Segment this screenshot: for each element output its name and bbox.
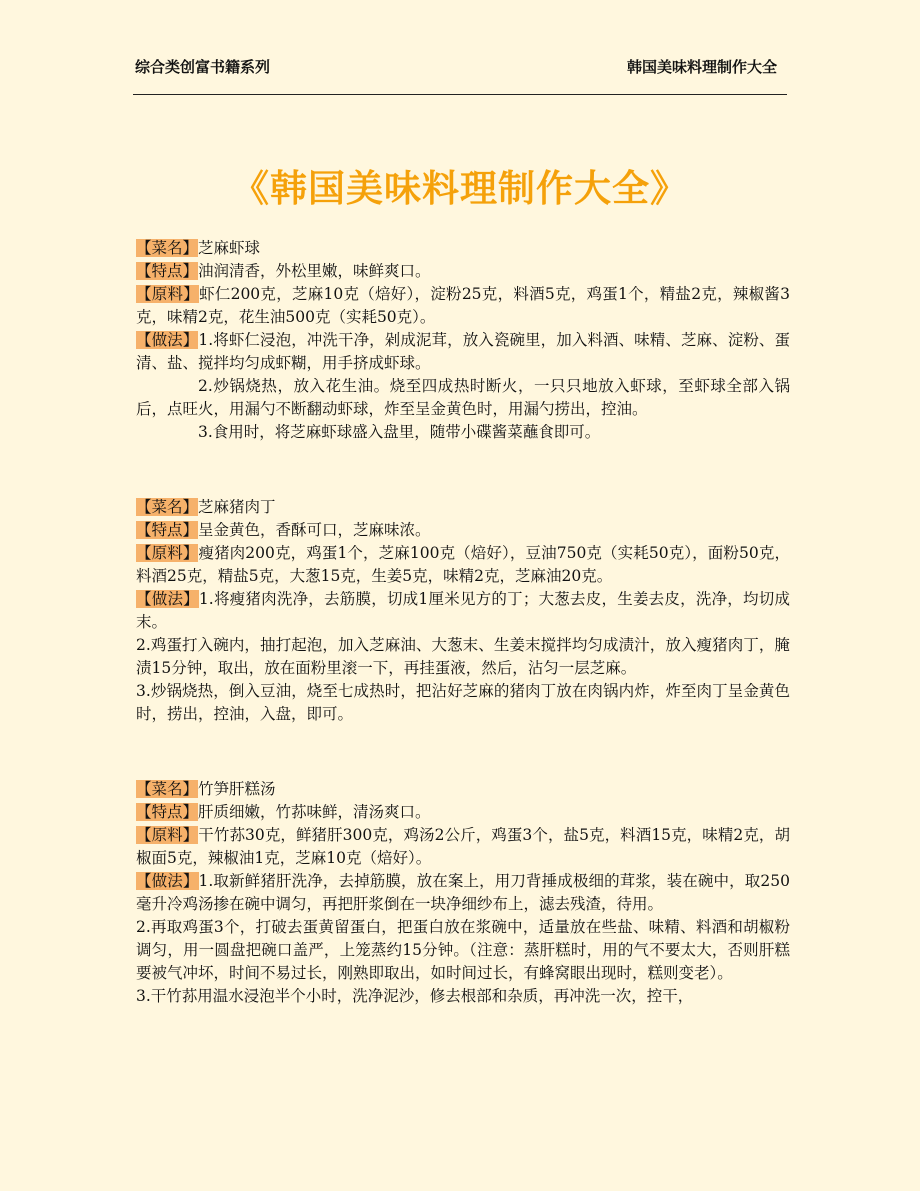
running-header [135,56,785,78]
recipe-step: 3.食用时，将芝麻虾球盛入盘里，随带小碟酱菜蘸食即可。 [198,423,601,441]
method-label: 【做法】 [136,331,199,349]
feature-label: 【特点】 [136,803,199,821]
recipe-section [136,237,790,444]
book-name: 韩国美味料理制作大全 [626,58,777,76]
page-title: 《韩国美味料理制作大全》 [232,167,688,210]
name-label: 【菜名】 [136,780,199,798]
recipe-feature-line [136,519,790,542]
recipe-ingredients-line [136,542,790,588]
recipe-step [136,588,790,634]
step-text: 1.将瘦猪肉洗净，去筋膜，切成1厘米见方的丁；大葱去皮，生姜去皮，洗净，均切成末。 [136,590,790,631]
method-label: 【做法】 [136,590,199,608]
recipe-feature: 肝质细嫩，竹荪味鲜，清汤爽口。 [198,803,431,821]
recipe-step: 3.炒锅烧热，倒入豆油，烧至七成热时，把沾好芝麻的猪肉丁放在肉锅内炸，炸至肉丁呈金黄色时，捞出，控油，入盘，即可。 [136,682,790,723]
feature-label: 【特点】 [136,262,199,280]
recipe-step: 2.鸡蛋打入碗内，抽打起泡，加入芝麻油、大葱末、生姜末搅拌均匀成渍汁，放入瘦猪肉丁，腌渍15分钟，取出，放在面粉里滚一下，再挂蛋液，然后，沾匀一层芝麻。 [136,636,790,677]
ingredients-label: 【原料】 [136,544,199,562]
header-divider [133,94,787,95]
recipe-ingredients: 瘦猪肉200克，鸡蛋1个，芝麻100克（焙好），豆油750克（实耗50克），面粉50克，料酒25克，精盐5克，大葱15克，生姜5克，味精2克，芝麻油20克。 [136,544,790,585]
recipe-feature-line [136,801,790,824]
name-label: 【菜名】 [136,498,199,516]
feature-label: 【特点】 [136,521,199,539]
step-text: 1.将虾仁浸泡，冲洗干净，剁成泥茸，放入瓷碗里，加入料酒、味精、芝麻、淀粉、蛋清、盐、搅拌均匀成虾糊，用手挤成虾球。 [136,331,790,372]
ingredients-label: 【原料】 [136,285,200,303]
recipe-ingredients-line [136,283,790,329]
recipe-name-line [136,496,790,519]
recipe-name-line [136,778,790,801]
recipe-name-line [136,237,790,260]
recipe-ingredients: 虾仁200克，芝麻10克（焙好），淀粉25克，料酒5克，鸡蛋1个，精盐2克，辣椒酱3克，味精2克，花生油500克（实耗50克）。 [136,285,790,326]
ingredients-label: 【原料】 [136,826,199,844]
recipe-feature-line [136,260,790,283]
series-name: 综合类创富书籍系列 [135,58,271,76]
recipe-name: 芝麻猪肉丁 [198,498,276,516]
recipe-step: 2.炒锅烧热，放入花生油。烧至四成热时断火，一只只地放入虾球，至虾球全部入锅后，点旺火，用漏勺不断翻动虾球，炸至呈金黄色时，用漏勺捞出，控油。 [136,377,790,418]
recipe-name: 芝麻虾球 [198,239,261,257]
method-label: 【做法】 [136,872,199,890]
recipe-ingredients: 干竹荪30克，鲜猪肝300克，鸡汤2公斤，鸡蛋3个，盐5克，料酒15克，味精2克，胡椒面5克，辣椒油1克，芝麻10克（焙好）。 [136,826,790,867]
recipe-step: 3.干竹荪用温水浸泡半个小时，洗净泥沙，修去根部和杂质，再冲洗一次，控干， [136,987,694,1005]
recipe-ingredients-line [136,824,790,870]
recipe-step [136,870,790,916]
step-text: 1.取新鲜猪肝洗净，去掉筋膜，放在案上，用刀背捶成极细的茸浆，装在碗中，取250毫升冷鸡汤掺在碗中调匀，再把肝浆倒在一块净细纱布上，滤去残渣，待用。 [136,872,790,913]
recipe-section [136,778,790,1008]
recipe-step [136,329,790,375]
recipe-name: 竹笋肝糕汤 [198,780,276,798]
document-body [136,237,790,1060]
recipe-feature: 油润清香，外松里嫩，味鲜爽口。 [198,262,431,280]
recipe-feature: 呈金黄色，香酥可口，芝麻味浓。 [198,521,431,539]
name-label: 【菜名】 [136,239,199,257]
recipe-step: 2.再取鸡蛋3个，打破去蛋黄留蛋白，把蛋白放在浆碗中，适量放在些盐、味精、料酒和胡椒粉调匀，用一圆盘把碗口盖严，上笼蒸约15分钟。（注意：蒸肝糕时，用的气不要太大，否则肝糕要被气冲坏，时间不易过长，刚熟即取出，如时间过长，有蜂窝眼出现时，糕则变老）。 [136,918,790,982]
recipe-section [136,496,790,726]
